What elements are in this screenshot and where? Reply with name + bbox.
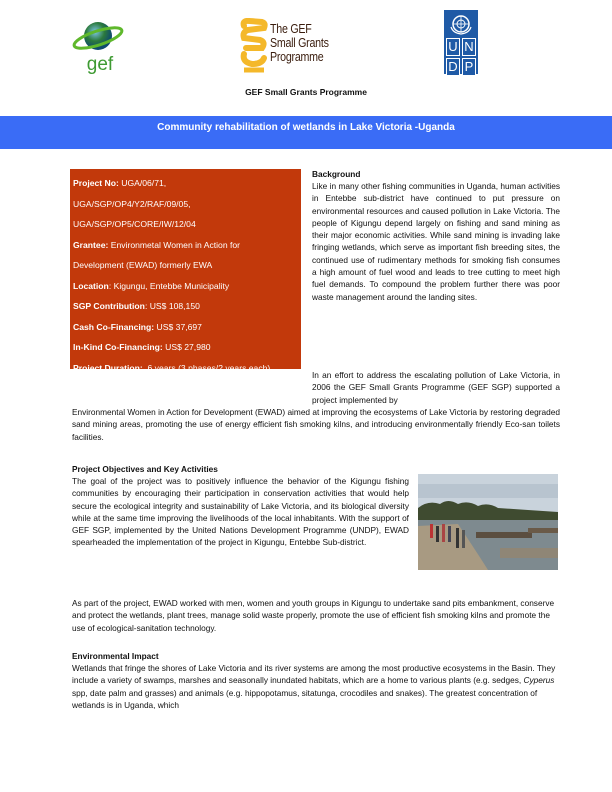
sgp-contribution-label: SGP Contribution — [73, 301, 145, 311]
svg-text:gef: gef — [86, 54, 114, 75]
duration-value: 6 years (3 phases/2 years each) — [142, 362, 271, 373]
undp-logo — [444, 10, 478, 74]
duration-label: Project Duration: — [73, 362, 143, 373]
project-no-row — [73, 173, 298, 194]
location-row — [73, 276, 298, 297]
undp-letter-u: U — [446, 38, 460, 56]
project-no-value: UGA/SGP/OP4/Y2/RAF/09/05, — [73, 198, 191, 209]
impact-text-part: Wetlands that fringe the shores of Lake Victoria and its river systems are among the most productive ecosystems in the Basin. They include a variety of swamps, marshes and seasonally inundated habitats, which are a home to various plants (e.g. sedges, — [72, 663, 556, 686]
sgp-contribution-value: : US$ 108,150 — [144, 301, 200, 311]
grantee-value: Development (EWAD) formerly EWA — [73, 260, 213, 270]
project-info-box — [70, 169, 301, 393]
activities-paragraph: As part of the project, EWAD worked with men, women and youth groups in Kigungu to undertake sand pits embankment, conserve and protect the wetlands, plant trees, manage solid waste properly, promote the use of efficient fish smoking kilns and promote the use of ecological-sanitation technology. — [72, 598, 555, 633]
impact-text-part: spp, date palm and grasses) and animals (e.g. hippopotamus, sitatunga, crocodiles and snakes). The greatest concentration of wetlands is in Uganda, which — [72, 687, 538, 710]
project-no-value: UGA/SGP/OP5/CORE/IW/12/04 — [73, 219, 196, 229]
project-no-label: Project No: — [73, 178, 119, 188]
background-heading: Background — [312, 169, 361, 179]
gef-logo — [72, 18, 128, 76]
inkind-cofinancing-value: US$ 27,980 — [162, 342, 211, 352]
sgp-line-2: Small Grants — [270, 35, 329, 50]
grantee-row — [73, 235, 298, 256]
sgp-contribution-row — [73, 296, 298, 317]
lake-shore-photo — [418, 474, 558, 570]
undp-letter-p: P — [462, 58, 476, 76]
page-title: Community rehabilitation of wetlands in Lake Victoria -Uganda — [157, 122, 455, 133]
location-label: Location — [73, 280, 109, 291]
location-value: : Kigungu, Entebbe Municipality — [108, 280, 230, 291]
focal-area-value: International Waters — [118, 383, 198, 393]
objectives-text: The goal of the project was to positively influence the behavior of the Kigungu fishing communities by encouraging their participation in conservation activities that would help secure the ecological integrity and sustainability of Lake Victoria, and its biological diversity while at the same time improving the livelihoods of the local inhabitants. With the support of GEF SGP, implemented by the United Nations Development Programme (UNDP), EWAD spearheaded the implementation of the project in Kigungu, Entebbe Sub-district. — [72, 476, 409, 548]
environmental-impact-section — [72, 650, 560, 711]
programme-caption: GEF Small Grants Programme — [245, 87, 367, 97]
impact-text-italic: Cyperus — [523, 675, 555, 686]
grantee-label: Grantee: — [73, 239, 109, 250]
undp-letter-n: N — [462, 38, 476, 56]
background-section — [312, 168, 560, 303]
sgp-logo-text — [270, 22, 329, 64]
objectives-heading: Project Objectives and Key Activities — [72, 464, 218, 474]
effort-paragraph: In an effort to address the escalating pollution of Lake Victoria, in 2006 the GEF Small Grants Programme (GEF SGP) supported a project implemented by — [312, 370, 560, 405]
globe-icon — [72, 18, 128, 76]
inkind-cofinancing-row — [73, 337, 298, 358]
cash-cofinancing-value: US$ 37,697 — [154, 321, 202, 332]
impact-text — [72, 662, 560, 711]
sgp-logo — [238, 18, 360, 74]
objectives-section — [72, 463, 409, 549]
effort-paragraph-continued: Environmental Women in Action for Development (EWAD) aimed at improving the ecosystems of Lake Victoria by restoring degraded sand mining areas, promoting the use of energy efficient fish smoking kilns, and introducing environmentally friendly Eco-san toilets facilities. — [72, 407, 560, 442]
sgp-mark-icon — [238, 18, 268, 74]
focal-area-row — [73, 378, 298, 399]
inkind-cofinancing-label: In-Kind Co-Financing: — [73, 342, 163, 352]
title-band — [0, 116, 612, 149]
impact-heading: Environmental Impact — [72, 651, 159, 661]
cash-cofinancing-row — [73, 317, 298, 338]
un-emblem-icon — [449, 13, 473, 35]
duration-row — [73, 358, 298, 379]
background-text: Like in many other fishing communities in Uganda, human activities in Entebbe sub-district have continued to put pressure on environmental resources and caused pollution in Lake Victoria. The people of Kigungu depend largely on fishing and sand mining as their major economic activities. While sand mining is invading lake fringing wetlands, which serve as important fish breeding sites, the continued use of rudimentary methods for smoking fish consumes a high amount of fuel wood and leads to tree cutting to meet high fuel demands. To compound the problem further there was poor waste management around the landing sites. — [312, 181, 560, 302]
focal-area-label: Focal area: — [73, 383, 119, 393]
undp-letter-d: D — [446, 58, 460, 76]
sgp-line-3: Programme — [270, 49, 324, 64]
cash-cofinancing-label: Cash Co-Financing: — [73, 321, 155, 332]
project-no-value: UGA/06/71, — [121, 178, 167, 188]
sgp-line-1: The GEF — [270, 21, 312, 36]
grantee-value: Environmetal Women in Action for — [110, 239, 241, 250]
